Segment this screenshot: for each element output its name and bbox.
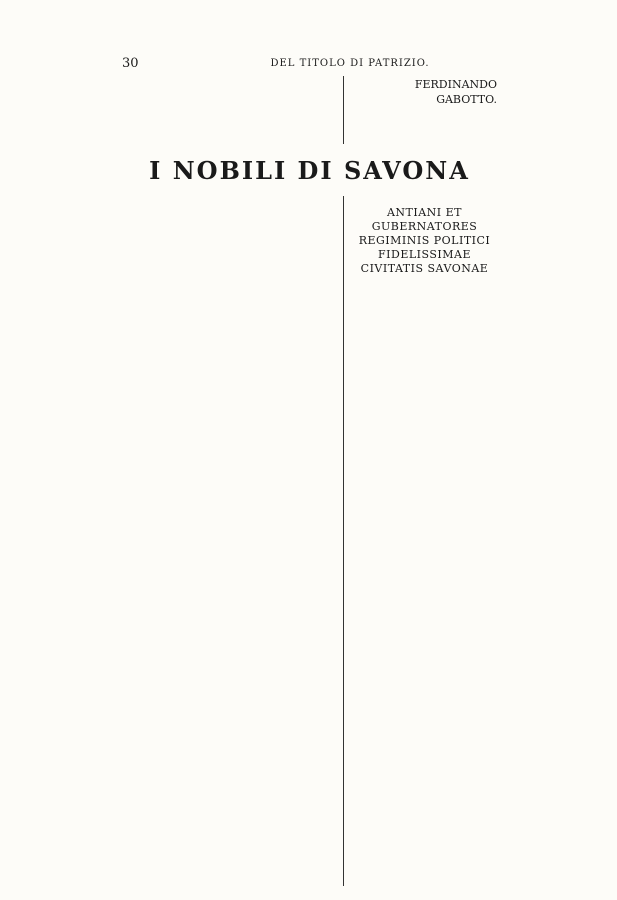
page-number: 30 <box>122 56 139 71</box>
column-divider-main <box>343 196 344 886</box>
article-title: I NOBILI DI SAVONA <box>149 156 470 185</box>
running-head: DEL TITOLO DI PATRIZIO. <box>270 58 430 69</box>
box-title: ANTIANI ET GUBERNATORES REGIMINIS POLITICI FIDELISSIMAE CIVITATIS SAVONAE <box>358 206 491 275</box>
column-divider-top <box>343 76 344 144</box>
prev-article-right-column <box>352 76 497 107</box>
article-right-column <box>352 196 497 284</box>
author-signature: FERDINANDO GABOTTO. <box>414 78 497 106</box>
